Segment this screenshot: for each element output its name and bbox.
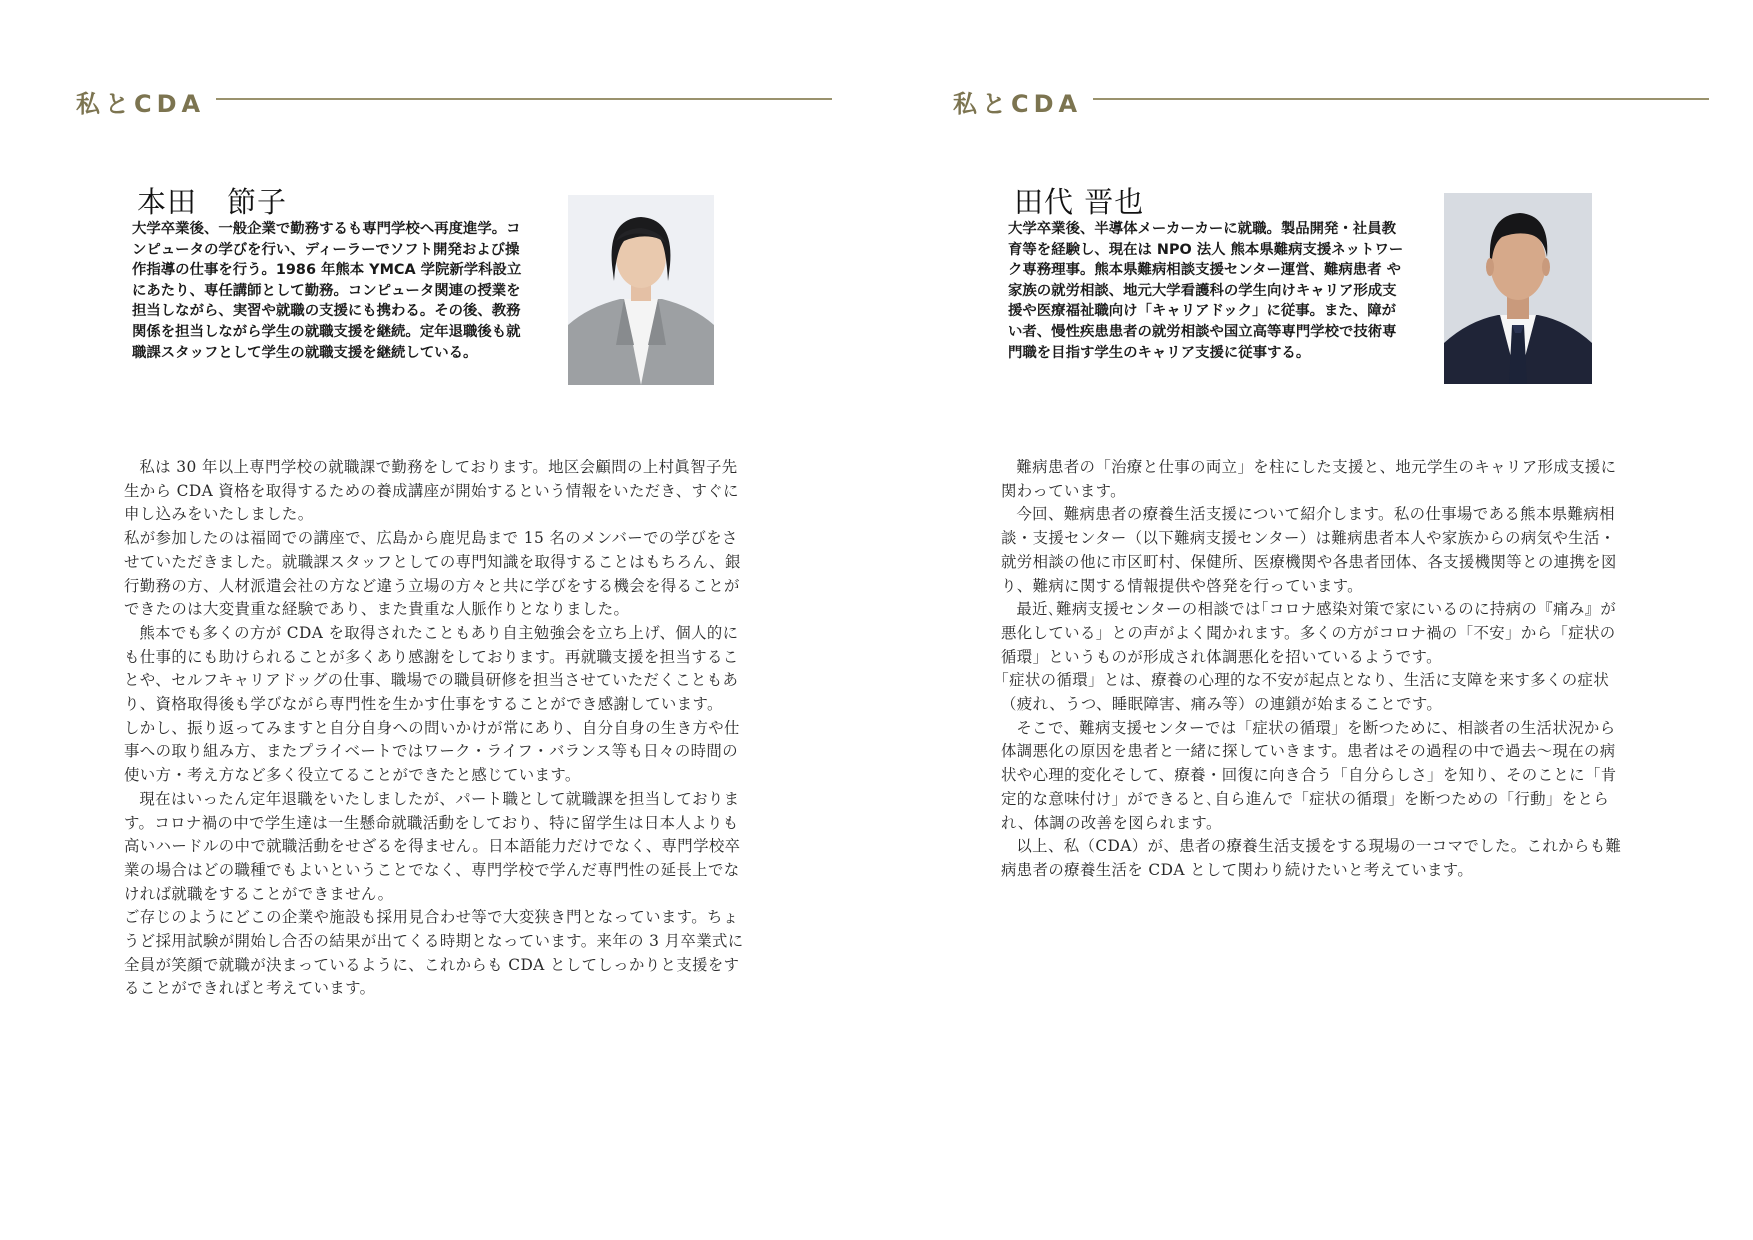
author-name: 田代 晋也 <box>1014 185 1145 219</box>
paragraph: ｢症状の循環」とは、療養の心理的な不安が起点となり、生活に支障を来す多くの症状（疲れ、うつ、睡眠障害、痛み等）の連鎖が始まることです。 <box>1001 671 1610 714</box>
author-photo <box>568 195 714 385</box>
section-rule <box>216 98 832 100</box>
left-page <box>0 0 876 1240</box>
paragraph: ご存じのようにどこの企業や施設も採用見合わせ等で大変狭き門となっています。ちょうど採用試験が開始し合否の結果が出てくる時期となっています。来年の 3 月卒業式に全員が笑顔で就職が決まっているように、これからも CDA としてしっかりと支援をすることができればと考えています。 <box>124 908 744 998</box>
section-title: 私とCDA <box>953 90 1083 118</box>
section-header <box>76 84 832 118</box>
paragraph: そこで、難病支援センターでは「症状の循環」を断つために、相談者の生活状況から体調悪化の原因を患者と一緒に探していきます。患者はその過程の中で過去～現在の病状や心理的変化そして、療養・回復に向き合う「自分らしさ」を知り、そのことに「肯定的な意味付け」ができると､自ら進んで「症状の循環」を断つための「行動」をとられ、体調の改善を図られます。 <box>1001 718 1617 832</box>
author-photo <box>1444 193 1592 384</box>
right-page <box>877 0 1753 1240</box>
paragraph: 最近､難病支援センターの相談では｢コロナ感染対策で家にいるのに持病の『痛み』が悪化している」との声がよく聞かれます。多くの方がコロナ禍の「不安」から「症状の循環」というものが形成され体調悪化を招いているようです。 <box>1001 600 1617 666</box>
article-body <box>1001 456 1623 883</box>
paragraph: 熊本でも多くの方が CDA を取得されたこともあり自主勉強会を立ち上げ、個人的にも仕事的にも助けられることが多くあり感謝をしております。再就職支援を担当することや、セルフキャリアドッグの仕事、職場での職員研修を担当させていただくこともあり、資格取得後も学びながら専門性を生かす仕事をすることができ感謝しています。 <box>124 623 739 714</box>
article-body <box>124 456 746 1001</box>
section-title: 私とCDA <box>76 90 206 118</box>
author-bio: 大学卒業後、半導体メーカーカーに就職。製品開発・社員教育等を経験し、現在は NPO 法人 熊本県難病支援ネットワーク専務理事。熊本県難病相談支援センター運営、難病患者 や家族の就労相談、地元大学看護科の学生向けキャリア形成支援や医療福祉職向け「キャリアドック」に従事。また、障がい者、慢性疾患患者の就労相談や国立高等専門学校で技術専門職を目指す学生のキャリア支援に従事する。 <box>1008 221 1404 361</box>
paragraph: 私は 30 年以上専門学校の就職課で勤務をしております。地区会顧問の上村眞智子先生から CDA 資格を取得するための養成講座が開始するという情報をいただき、すぐに申し込みをいたしました。 <box>124 458 739 524</box>
paragraph: 私が参加したのは福岡での講座で、広島から鹿児島まで 15 名のメンバーでの学びをさせていただきました。就職課スタッフとしての専門知識を取得することはもちろん、銀行勤務の方、人材派遣会社の方など違う立場の方々と共に学びをする機会を得ることができたのは大変貴重な経験であり、また貴重な人脈作りとなりました。 <box>124 529 741 619</box>
author-bio: 大学卒業後、一般企業で勤務するも専門学校へ再度進学。コンピュータの学びを行い、ディーラーでソフト開発および操作指導の仕事を行う。1986 年熊本 YMCA 学院新学科設立にあたり、専任講師として勤務。コンピュータ関連の授業を担当しながら、実習や就職の支援にも携わる。その後、教務関係を担当しながら学生の就職支援を継続。定年退職後も就職課スタッフとして学生の就職支援を継続している。 <box>132 221 522 361</box>
paragraph: しかし、振り返ってみますと自分自身への問いかけが常にあり、自分自身の生き方や仕事への取り組み方、またプライベートではワーク・ライフ・バランス等も日々の時間の使い方・考え方など多く役立てることができたと感じています。 <box>124 718 740 785</box>
portrait-woman-image <box>568 195 714 385</box>
author-name: 本田 節子 <box>137 185 288 219</box>
paragraph: 難病患者の「治療と仕事の両立」を柱にした支援と、地元学生のキャリア形成支援に関わっています。 <box>1001 458 1617 500</box>
portrait-man-image <box>1444 193 1592 384</box>
paragraph: 現在はいったん定年退職をいたしましたが、パート職として就職課を担当しております。コロナ禍の中で学生達は一生懸命就職活動をしており、特に留学生は日本人よりも高いハードルの中で就職活動をせざるを得ません。日本語能力だけでなく、専門学校卒業の場合はどの職種でもよいということでなく、専門学校で学んだ専門性の延長上でなければ就職をすることができません。 <box>124 789 741 903</box>
section-rule <box>1093 98 1709 100</box>
paragraph: 以上、私（CDA）が、患者の療養生活支援をする現場の一コマでした。これからも難病患者の療養生活を CDA として関わり続けたいと考えています。 <box>1001 837 1622 879</box>
paragraph: 今回、難病患者の療養生活支援について紹介します。私の仕事場である熊本県難病相談・支援センター（以下難病支援センター）は難病患者本人や家族からの病気や生活・就労相談の他に市区町村、保健所、医療機関や各患者団体、各支援機関等との連携を図り、難病に関する情報提供や啓発を行っています。 <box>1001 505 1617 595</box>
section-header <box>953 84 1709 118</box>
